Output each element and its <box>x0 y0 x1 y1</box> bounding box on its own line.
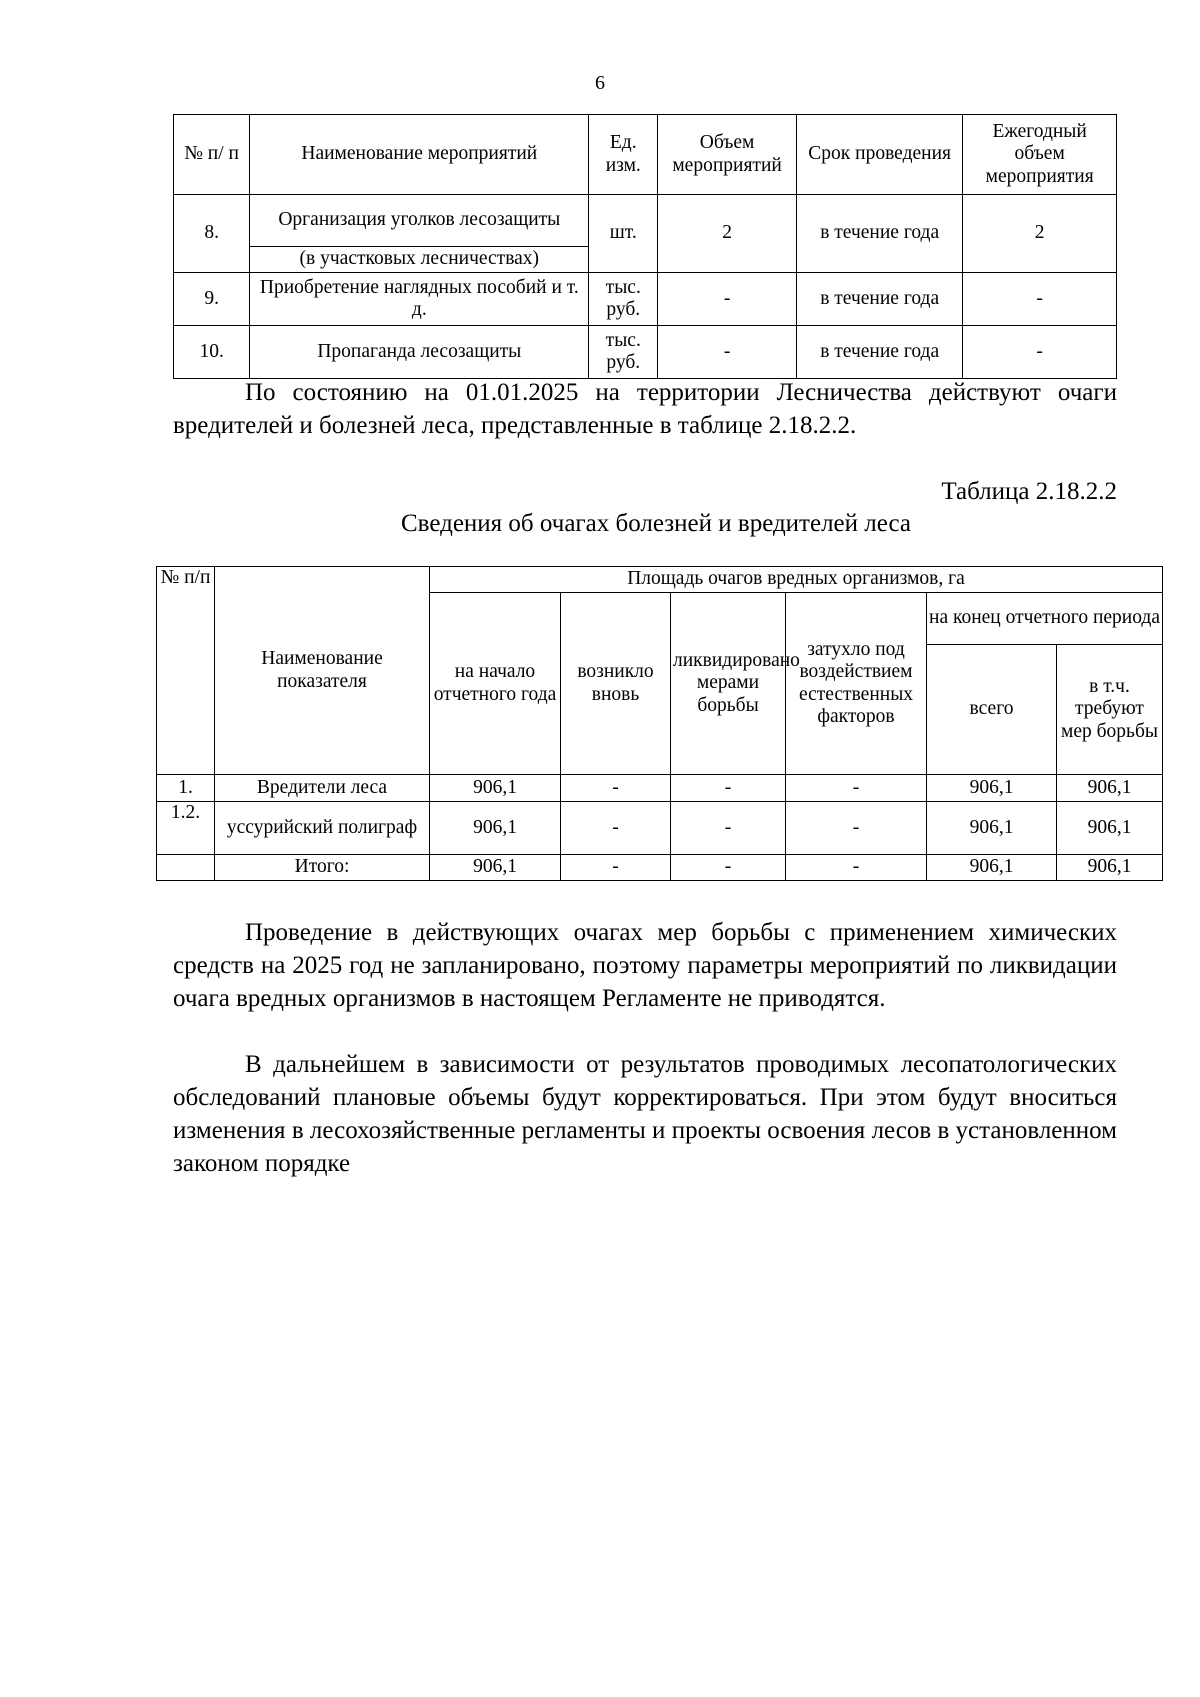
header-annual: Ежегодный объем мероприятия <box>963 115 1117 195</box>
cell-term: в течение года <box>796 195 962 273</box>
table-title: Сведения об очагах болезней и вредителей леса <box>401 510 911 537</box>
cell-num: 9. <box>174 273 250 326</box>
cell-volume: - <box>658 326 797 379</box>
header-total: всего <box>927 645 1057 775</box>
header-volume: Объем мероприятий <box>658 115 797 195</box>
cell-start: 906,1 <box>430 775 561 802</box>
cell-annual: - <box>963 326 1117 379</box>
cell-liquidated: - <box>671 802 786 855</box>
cell-total: 906,1 <box>927 775 1057 802</box>
cell-requiring: 906,1 <box>1057 802 1163 855</box>
cell-num: 1.2. <box>157 802 215 855</box>
table-row <box>174 326 1117 379</box>
header-num: № п/п <box>157 567 215 775</box>
cell-new: - <box>561 855 671 881</box>
cell-volume: - <box>658 273 797 326</box>
header-area-group: Площадь очагов вредных организмов, га <box>430 567 1163 593</box>
cell-term: в течение года <box>796 326 962 379</box>
paragraph-adjustments: В дальнейшем в зависимости от результатов проводимых лесопатологических обследований плановые объемы будут корректироваться. При этом будут вноситься изменения в лесохозяйственные регламенты и проекты освоения лесов в установленном законом порядке <box>173 1051 1117 1177</box>
table-row <box>157 775 1163 802</box>
table-header-row <box>157 567 1163 593</box>
pest-foci-table <box>156 566 1163 881</box>
cell-name: Приобретение наглядных пособий и т. д. <box>250 273 589 326</box>
cell-num: 8. <box>174 195 250 273</box>
cell-num: 1. <box>157 775 215 802</box>
header-name: Наименование показателя <box>215 567 430 775</box>
cell-unit: тыс. руб. <box>589 326 658 379</box>
cell-liquidated: - <box>671 855 786 881</box>
header-liquidated: ликвидировано мерами борьбы <box>671 593 786 775</box>
header-new: возникло вновь <box>561 593 671 775</box>
header-end-group: на конец отчетного периода <box>927 593 1163 645</box>
header-unit: Ед. изм. <box>589 115 658 195</box>
cell-name: Вредители леса <box>215 775 430 802</box>
page-number: 6 <box>595 72 605 94</box>
cell-new: - <box>561 802 671 855</box>
cell-unit: шт. <box>589 195 658 273</box>
table-row <box>157 855 1163 881</box>
cell-requiring: 906,1 <box>1057 855 1163 881</box>
cell-volume: 2 <box>658 195 797 273</box>
cell-annual: - <box>963 273 1117 326</box>
measures-table <box>173 114 1117 379</box>
cell-name: Организация уголков лесозащиты <box>250 195 589 247</box>
paragraph-chemical-measures: Проведение в действующих очагах мер борьбы с применением химических средств на 2025 год не запланировано, поэтому параметры мероприятий по ликвидации очага вредных организмов в настоящем Регламенте не приводятся. <box>173 919 1117 1012</box>
header-requiring: в т.ч. требуют мер борьбы <box>1057 645 1163 775</box>
table-row <box>157 802 1163 855</box>
table-header-row <box>174 115 1117 195</box>
cell-total: 906,1 <box>927 855 1057 881</box>
table-label: Таблица 2.18.2.2 <box>941 478 1117 505</box>
cell-natural: - <box>786 802 927 855</box>
table-row <box>174 195 1117 247</box>
cell-total: 906,1 <box>927 802 1057 855</box>
cell-start: 906,1 <box>430 802 561 855</box>
header-num: № п/ п <box>174 115 250 195</box>
cell-name: Пропаганда лесозащиты <box>250 326 589 379</box>
cell-name-sub: (в участковых лесничествах) <box>250 247 589 273</box>
table-row <box>174 273 1117 326</box>
header-start: на начало отчетного года <box>430 593 561 775</box>
cell-name: Итого: <box>215 855 430 881</box>
cell-unit: тыс. руб. <box>589 273 658 326</box>
cell-term: в течение года <box>796 273 962 326</box>
cell-num <box>157 855 215 881</box>
header-name: Наименование мероприятий <box>250 115 589 195</box>
cell-natural: - <box>786 775 927 802</box>
cell-name: уссурийский полиграф <box>215 802 430 855</box>
header-term: Срок проведения <box>796 115 962 195</box>
cell-num: 10. <box>174 326 250 379</box>
cell-new: - <box>561 775 671 802</box>
cell-requiring: 906,1 <box>1057 775 1163 802</box>
cell-annual: 2 <box>963 195 1117 273</box>
cell-natural: - <box>786 855 927 881</box>
header-natural: затухло под воздействием естественных факторов <box>786 593 927 775</box>
paragraph-status: По состоянию на 01.01.2025 на территории Лесничества действуют очаги вредителей и болезней леса, представленные в таблице 2.18.2.2. <box>173 379 1117 439</box>
cell-start: 906,1 <box>430 855 561 881</box>
cell-liquidated: - <box>671 775 786 802</box>
